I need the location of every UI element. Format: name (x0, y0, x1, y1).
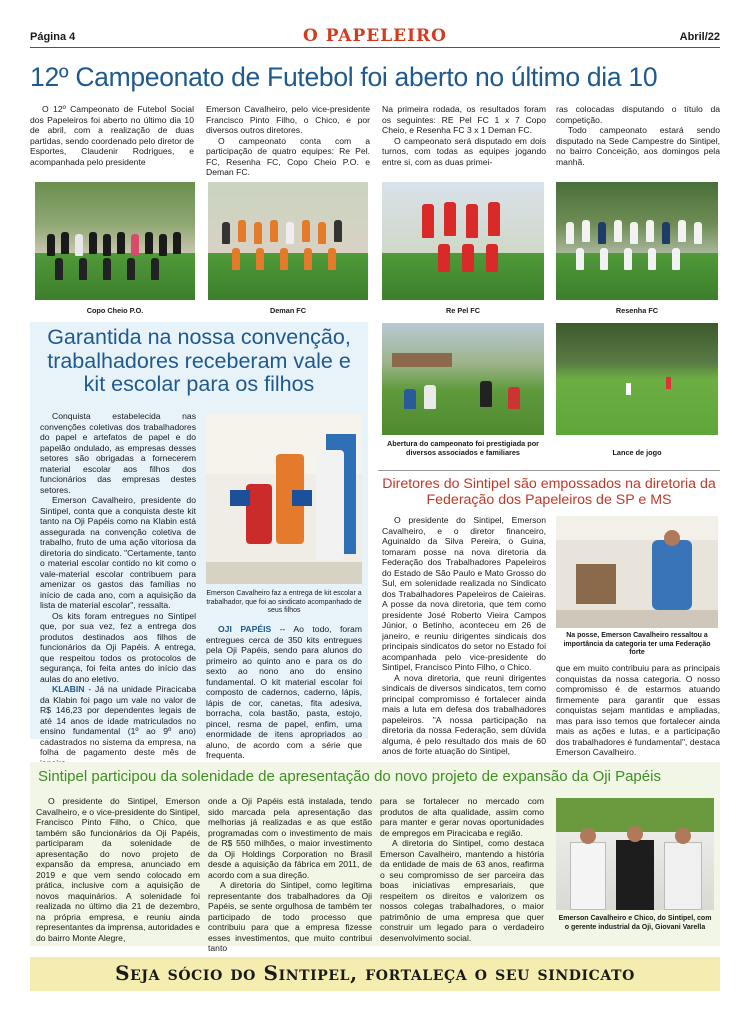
article1-col2-text2: O campeonato conta com a participação de quatro equipes: Re Pel. FC, Resenha FC, Copo Cheio P.O. e Deman FC. (206, 135, 370, 177)
article1-col3-text2: O campeonato será disputado em dois turnos, com todas as equipes jogando entre si, com as duas primei- (382, 135, 546, 167)
article1-col3 (382, 104, 546, 167)
article3-text3: que em muito contribuiu para as principais conquistas da nossa categoria. O nosso compromisso é de estarmos atuando firmemente para garantir que essas conquistas sejam mantidas e ampliadas, mas para isso temos que fortalecer ainda mais as ações e lutas, e a participação dos trabalhadores é fundamental", destaca Emerson Cavalheiro. (556, 663, 720, 757)
article4-col2 (208, 796, 372, 954)
caption-oji-ceremony: Emerson Cavalheiro e Chico, do Sintipel, com o gerente industrial da Oji, Giovani Varella (558, 915, 712, 931)
article4-text3: A diretoria do Sintipel, como legítima representante dos trabalhadores da Oji Papéis, se sente orgulhosa de também ter participado de todo processo que contribuiu para que a empresa fizesse esses investimentos, que muito contribui tanto (208, 880, 372, 953)
caption-kit-delivery: Emerson Cavalheiro faz a entrega de kit escolar a trabalhador, que foi ao sindicato acompanhado de seus filhos (206, 590, 362, 614)
article2-text4: - Já na unidade Piracicaba da Klabin foi pago um vale no valor de R$ 146,23 por dependentes legais de até 14 anos de idade matriculados no ensino fundamental (1º ao 9º ano) cadastrados no sistema da empresa, na folha de pagamento deste mês de (40, 684, 196, 757)
article-box-expansao (30, 762, 720, 953)
caption-re-pel: Re Pel FC (445, 306, 481, 315)
issue-date: Abril/22 (679, 31, 720, 43)
caption-posse: Na posse, Emerson Cavalheiro ressaltou a importância da categoria ter uma Federação forte (563, 632, 711, 656)
article1-col3-text1: Na primeira rodada, os resultados foram os seguintes: RE Pel FC 1 x 7 Copo Cheio, e Resenha FC 3 x 1 Deman FC. (382, 104, 546, 135)
article1-col4 (556, 104, 720, 167)
caption-resenha: Resenha FC (615, 306, 659, 315)
photo-game (556, 323, 718, 435)
membership-banner (30, 957, 720, 991)
article-box-convencao (30, 322, 368, 760)
banner-text: Seja sócio do Sintipel, fortaleça o seu sindicato (115, 961, 635, 985)
article1-col2 (206, 104, 370, 178)
article2-col2 (206, 624, 362, 761)
photo-copo-cheio (35, 182, 195, 300)
photo-resenha (556, 182, 718, 300)
caption-deman: Deman FC (269, 306, 307, 315)
article4-text2: onde a Oji Papéis está instalada, tendo sido marcada pela apresentação das melhorias já realizadas e as que estão programadas com o investimento de mais de R$ 550 milhões, o maior investimento da Oji Holdings Corporation no Brasil desde a aquisição da fábrica em 2011, de acordo com a sua direção. (208, 796, 372, 880)
article2-text1: Conquista estabelecida nas convenções coletivas dos trabalhadores do papel e artefatos de papel e do papelão ondulado, as empresas desses setores são obrigadas a fornecerem material escolar aos filhos dos funcionários das empresas destes setores. (40, 411, 196, 495)
article4-col3 (380, 796, 544, 943)
photo-posse (556, 516, 718, 628)
article4-text1: O presidente do Sintipel, Emerson Cavalheiro, e o vice-presidente do Sintipel, Francisco Pinto Filho, o Chico, que também são funcionários da Oji Papéis, participaram da solenidade de apresentação do novo projeto de expansão da empresa, anunciado em 2019 e que vem sendo colocado em prática, inclusive com a aquisição de novos maquinários. A solenidade foi realizada no último dia 21 de dezembro, na própria empresa, e reuniu ainda representantes da imprensa, autoridades e do bairro Monte Alegre, (36, 796, 200, 943)
article4-col1 (36, 796, 200, 943)
article2-lead-klabin: KLABIN (52, 684, 85, 694)
article4-text5: A diretoria do Sintipel, como destaca Emerson Cavalheiro, mantendo a história da entidade de mais de 63 anos, reafirma o seu compromisso de ser parceira das boas iniciativas empresariais, que respeitem os direitos e valorizem os nossos colegas trabalhadores, o maior patrimônio de uma empresa que quer construir um legado para o verdadeiro desenvolvimento social. (380, 838, 544, 943)
article2-text3: Os kits foram entregues no Sintipel que, por sua vez, fez a entrega dos produtos destinados aos filhos de funcionários da Oji Papéis. A entrega, que respeitou todos os protocolos de segurança, foi feita antes do início das aulas do ano eletivo. (40, 610, 196, 684)
headline-expansao: Sintipel participou da solenidade de apresentação do novo projeto de expansão da Oji Papéis (38, 768, 661, 785)
article2-lead-oji: OJI PAPÉIS (218, 624, 272, 634)
article1-col1 (30, 104, 194, 167)
article2-text5: -- Ao todo, foram entregues cerca de 350 kits entregues pela Oji Papéis, sendo para alunos do primeiro ao quinto ano e para os do sexto ao nono ano do ensino fundamental. O kit material escolar foi composto de cadernos, caderno, lápis, lápis de cor, canetas, fita adesiva, borracha, cola bastão, pasta, estojo, pincel, resma de papel, enfim, uma enormidade de itens apropriados ao aluno, de acordo com a série que frequenta. (206, 624, 362, 760)
article3-col1 (382, 515, 546, 757)
divider (378, 470, 720, 471)
headline-convencao: Garantida na nossa convenção, trabalhadores receberam vale e kit escolar para os filhos (47, 325, 351, 396)
article4-text4: para se fortalecer no mercado com produtos de alta qualidade, assim como para manter e gerar novas oportunidades de empregos em Piracicaba e região. (380, 796, 544, 838)
headline-federacao: Diretores do Sintipel são empossados na diretoria da Federação dos Papeleiros de SP e MS (382, 476, 716, 508)
article2-col1 (40, 411, 196, 768)
page-header (30, 26, 720, 48)
article1-col4-text1: ras colocadas disputando o título da competição. (556, 104, 720, 125)
photo-kit-delivery (206, 414, 362, 584)
article1-col2-text1: Emerson Cavalheiro, pelo vice-presidente Francisco Pinto Filho, o Chico, e por diversos outros diretores. (206, 104, 370, 135)
headline-campeonato: 12º Campeonato de Futebol foi aberto no último dia 10 (30, 62, 658, 92)
article2-text2: Emerson Cavalheiro, presidente do Sintipel, conta que a conquista deste kit tanto na Oji Papéis como na Klabin está assegurada na convenção coletiva de trabalho, fruto de uma ação vitoriosa da diretoria do sindicato. "Certamente, tanto o material escolar contido no kit como o vale-material escolar contribuem para amenizar os gastos das famílias no início de cada ano, com a aquisição da lista de material escolar", ressalta. (40, 495, 196, 610)
publication-name: O PAPELEIRO (302, 26, 447, 46)
article3-text2: A nova diretoria, que reuni dirigentes sindicais de diversos sindicatos, tem como principal compromisso é fortalecer ainda mais a luta em defesa dos trabalhadores papeleiros. "A nossa participação na diretoria da nossa Federação, sem dúvida alguma, é pelo resultado dos mais de 60 anos de forte atuação do Sintipel, (382, 672, 546, 756)
article1-col4-text2: Todo campeonato estará sendo disputado na Sede Campestre do Sintipel, no bairro Conceição, aos domingos pela manhã. (556, 125, 720, 167)
page-number: Página 4 (30, 31, 76, 43)
article3-text1: O presidente do Sintipel, Emerson Cavalheiro, e o diretor financeiro, Aguinaldo da Silva Pereira, o Guina, tomaram posse na nova diretoria da Federação dos Trabalhadores Papeleiros do Estado de São Paulo e Mato Grosso do Sul, em solenidade realizada no Sindicato dos Trabalhadores Papeleiros de Caieiras. A posse da nova diretoria, que tem como presidente José Roberto Vieira Campos Júnior, o Betinho, aconteceu em 26 de janeiro, e reuniu dirigentes sindicais dos principais sindicatos do setor no Estado foi acompanhada pelo vice-presidente do Sintipel, Francisco Pinto Filho, o Chico. (382, 515, 546, 672)
article1-col1-text: O 12º Campeonato de Futebol Social dos Papeleiros foi aberto no último dia 10 de abril, com a realização de duas partidas, sendo coordenado pelo diretor de Esportes, Claudenir Rodrigues, e acompanhada pelo presidente (30, 104, 194, 167)
photo-re-pel (382, 182, 544, 300)
photo-deman (208, 182, 368, 300)
photo-oji-ceremony (556, 798, 714, 910)
caption-game: Lance de jogo (612, 448, 662, 457)
article3-col2 (556, 663, 720, 758)
caption-copo-cheio: Copo Cheio P.O. (86, 306, 144, 315)
photo-opening (382, 323, 544, 435)
caption-opening: Abertura do campeonato foi prestigiada por diversos associados e familiares (386, 439, 540, 457)
